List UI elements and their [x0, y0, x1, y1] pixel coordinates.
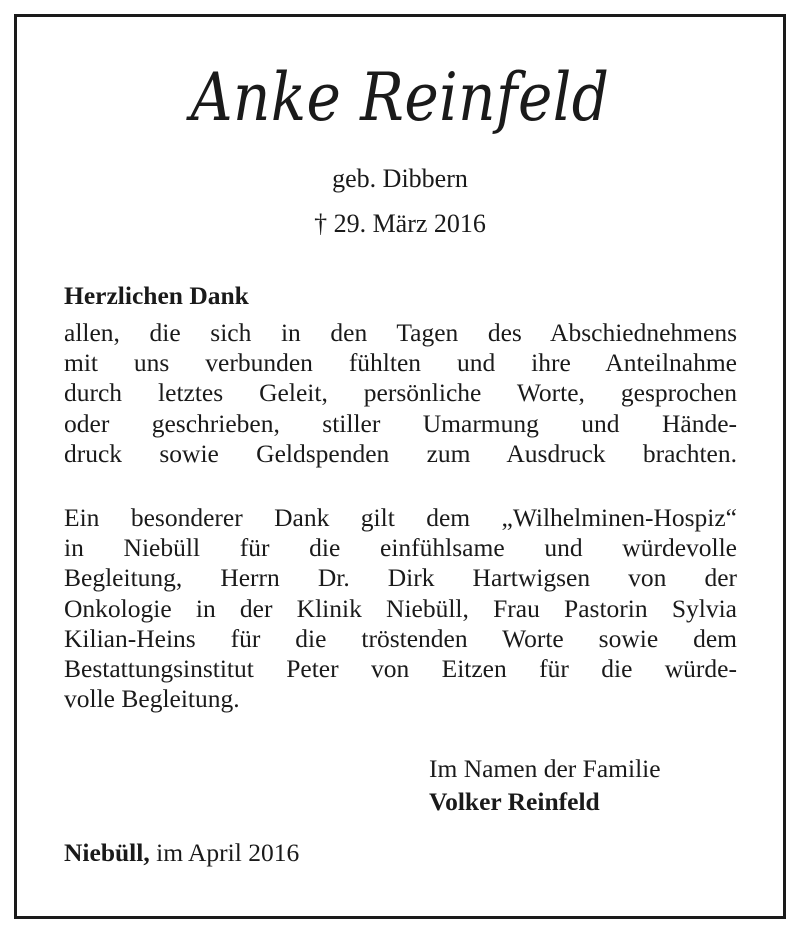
deceased-name: Anke Reinfeld: [190, 59, 610, 136]
text-line: Bestattungsinstitut Peter von Eitzen für die würde-: [64, 654, 737, 684]
text-line: allen, die sich in den Tagen des Abschiednehmens: [64, 318, 737, 347]
text-line: druck sowie Geldspenden zum Ausdruck brachten.: [64, 438, 737, 468]
text-line: Kilian-Heins für die tröstenden Worte sowie dem: [64, 623, 737, 653]
place-name: Niebüll,: [64, 838, 150, 867]
place-date: [64, 836, 299, 870]
death-date: † 29. März 2016: [314, 209, 486, 238]
signature-name: Volker Reinfeld: [429, 787, 600, 816]
text-line: mit uns verbunden fühlten und ihre Anteilnahme: [64, 348, 737, 378]
signature-intro: Im Namen der Familie: [429, 754, 661, 783]
text-line: in Niebüll für die einfühlsame und würdevolle: [64, 533, 737, 563]
text-line: durch letztes Geleit, persönliche Worte, gesprochen: [64, 378, 737, 408]
text-line: Ein besonderer Dank gilt dem „Wilhelminen-Hospiz“: [64, 503, 737, 532]
text-line: Begleitung, Herrn Dr. Dirk Hartwigsen von der: [64, 563, 737, 593]
thanks-paragraph-1: [64, 318, 737, 469]
signature-block: [429, 752, 661, 818]
text-line: oder geschrieben, stiller Umarmung und Hände-: [64, 408, 737, 438]
thanks-heading: Herzlichen Dank: [64, 281, 249, 310]
notice-date: im April 2016: [156, 838, 300, 867]
text-line: volle Begleitung.: [64, 684, 240, 714]
text-line: Onkologie in der Klinik Niebüll, Frau Pastorin Sylvia: [64, 593, 737, 623]
thanks-paragraph-2: [64, 503, 737, 714]
maiden-name: geb. Dibbern: [332, 164, 468, 193]
